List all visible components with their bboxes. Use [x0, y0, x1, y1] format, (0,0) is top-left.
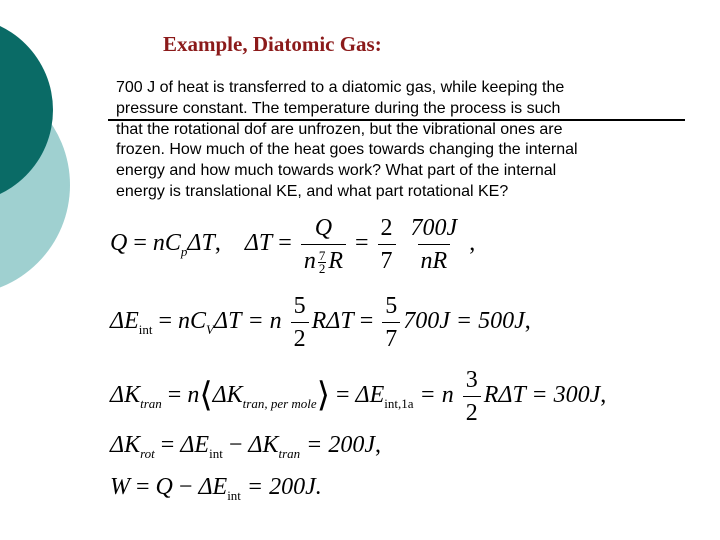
- paragraph-line: energy is translational KE, and what part rotational KE?: [116, 182, 509, 200]
- fraction: Q n $\frac{7}{2}$ R: [301, 214, 346, 275]
- decorative-teal-circles: [0, 0, 80, 300]
- paragraph-line: pressure constant. The temperature during the process is such: [116, 99, 561, 117]
- equation-work: $W = Q - \Delta E_{int} = 200J$.: [110, 474, 322, 503]
- equation-heat-temperature: $Q = nC_p\Delta T$, ΔT = Q n $\frac{7}{2}$ R = $\frac{2}{7}$ $\frac{700J}{nR}$ ,: [110, 215, 476, 276]
- fraction: $\frac{2}{7}$: [378, 214, 396, 275]
- paragraph-line: that the rotational dof are unfrozen, but the vibrational ones are: [116, 120, 563, 138]
- fraction: $\frac{5}{7}$: [382, 292, 400, 353]
- paragraph-line: energy and how much towards work? What part of the internal: [116, 162, 557, 180]
- slide-title: Example, Diatomic Gas:: [163, 32, 382, 56]
- fraction: $\frac{5}{2}$: [291, 292, 309, 353]
- equation-translational-ke: $\Delta K_{tran}$ = $n⟨\Delta K_{tran, per mole}⟩ = \Delta E_{int,1a} = n$ $\frac{3}{2}$ RΔT = 300J,: [110, 367, 607, 426]
- paragraph-line: 700 J of heat is transferred to a diatomic gas, while keeping the: [116, 79, 565, 96]
- paragraph-line: frozen. How much of the heat goes towards changing the internal: [116, 141, 578, 159]
- fraction: $\frac{3}{2}$: [463, 366, 481, 427]
- equation-internal-energy: $\Delta E_{int} = nC_V\Delta T = n$ $\frac{5}{2}$ RΔT = $\frac{5}{7}$ 700J = 500J,: [110, 293, 531, 352]
- horizontal-rule: [108, 119, 685, 121]
- problem-paragraph: [116, 78, 646, 203]
- fraction: $\frac{700J}{nR}$: [410, 215, 458, 274]
- equation-rotational-ke: $\Delta K_{rot} = \Delta E_{int} - \Delta K_{tran} = 200J$,: [110, 432, 381, 461]
